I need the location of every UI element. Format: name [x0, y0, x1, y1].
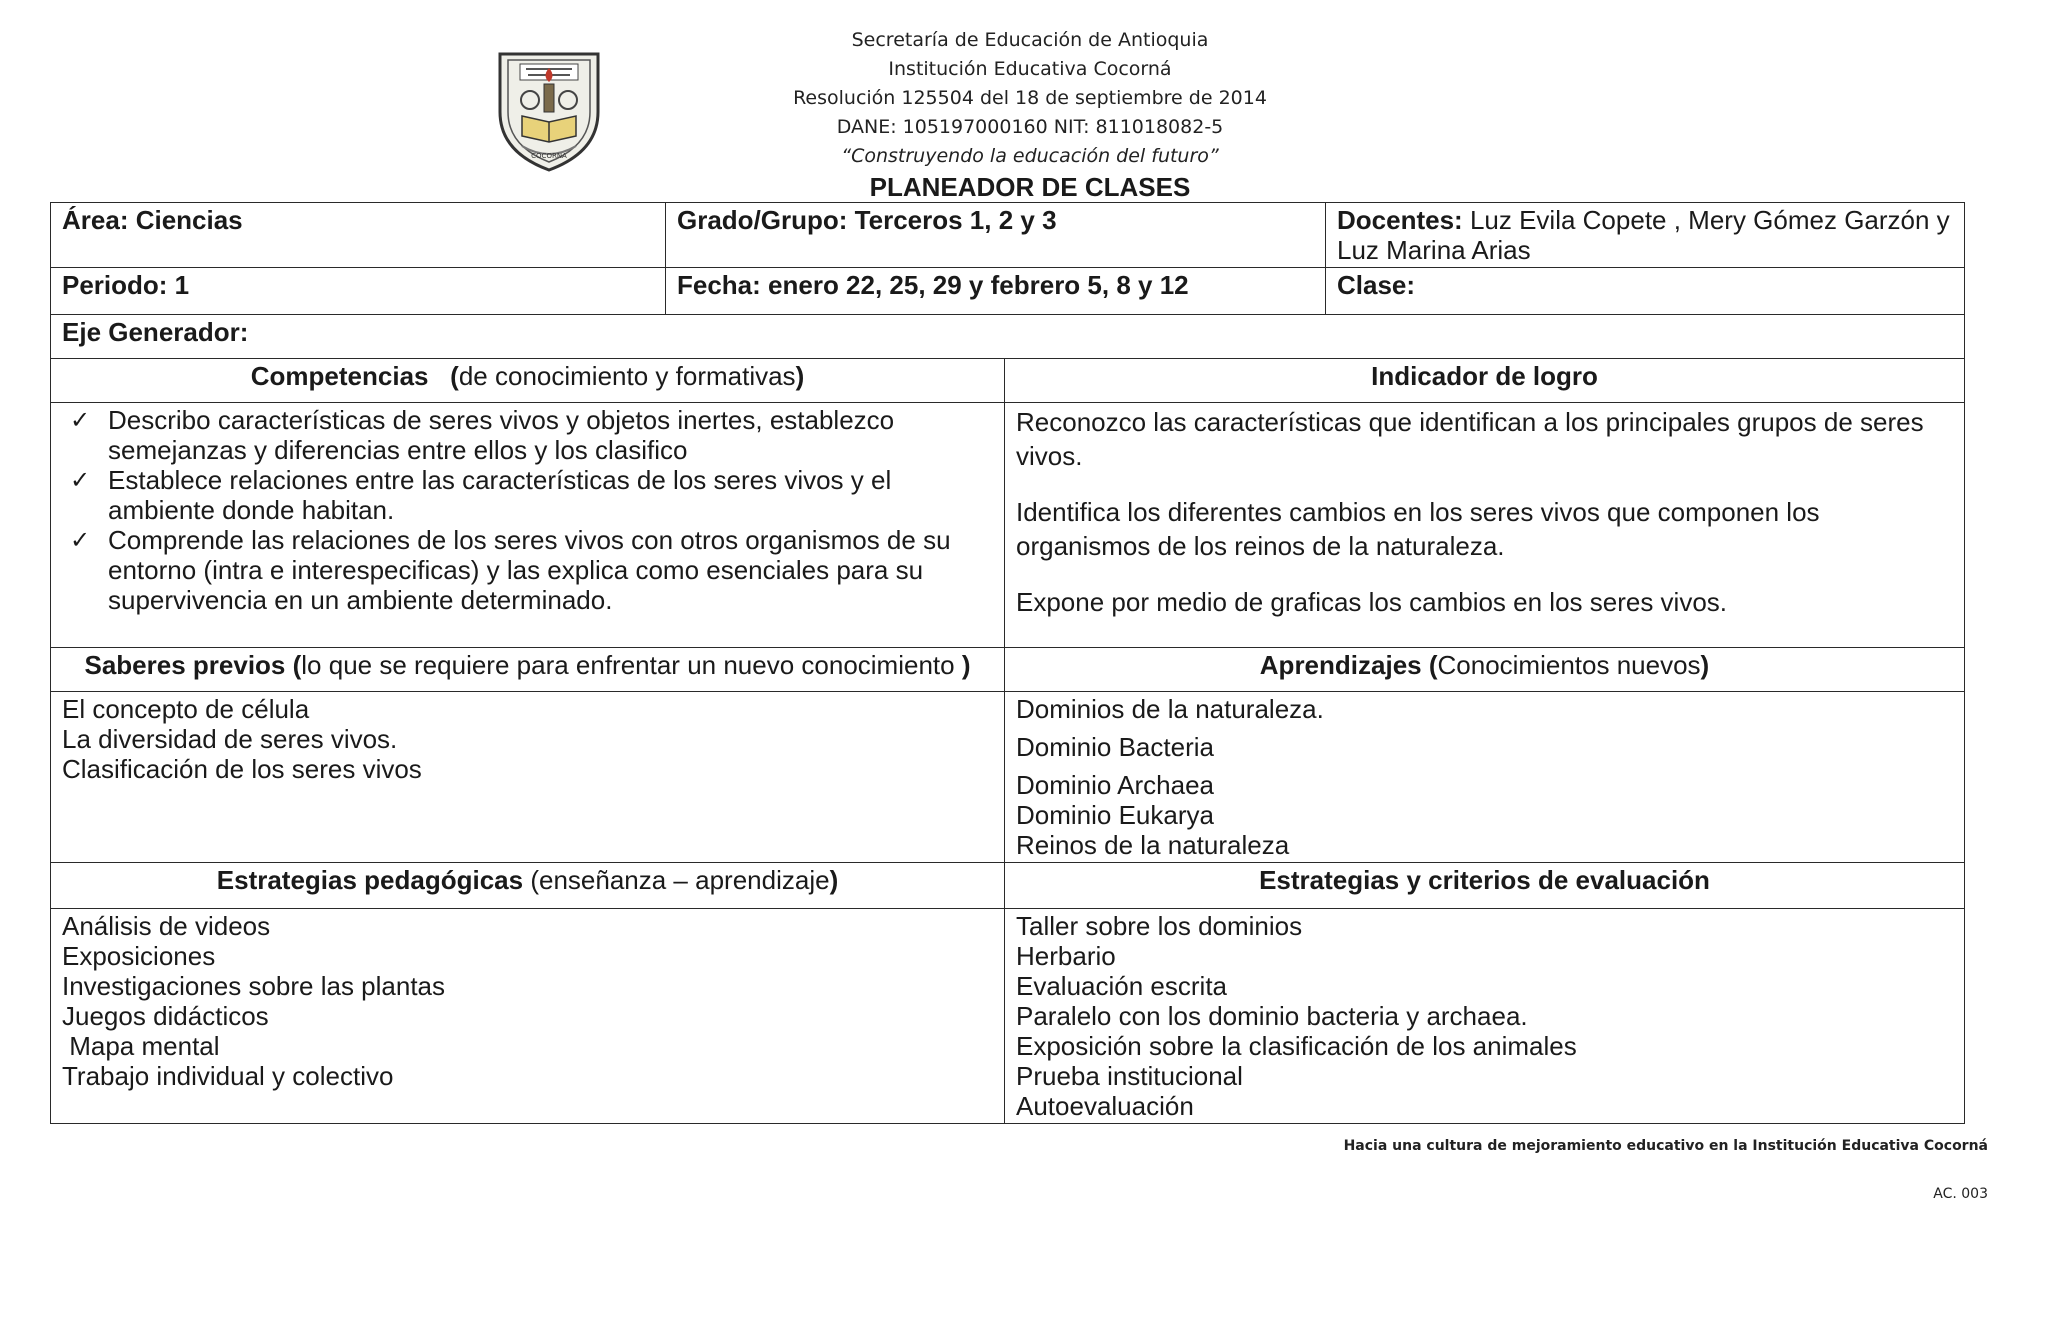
indicador-cell	[1005, 403, 1965, 648]
competencias-header-open: (	[450, 361, 459, 391]
competencias-header	[51, 359, 1005, 403]
evaluacion-header: Estrategias y criterios de evaluación	[1005, 863, 1965, 909]
estrategias-header-close: )	[829, 865, 839, 895]
indicador-item: Reconozco las características que identifican a los principales grupos de seres vivos.	[1016, 407, 1924, 471]
institution-seal-logo	[494, 50, 604, 174]
saberes-header-note: lo que se requiere para enfrentar un nuevo conocimiento	[301, 650, 955, 680]
competencia-item: ✓ Comprende las relaciones de los seres vivos con otros organismos de su entorno (intra e interespecificas) y las explica como esenciales para su supervivencia en un ambiente determinado.	[108, 525, 993, 615]
competencias-header-note: de conocimiento y formativas	[458, 361, 796, 391]
header-line-institucion: Institución Educativa Cocorná	[888, 58, 1172, 80]
class-planner-table	[50, 202, 1965, 1124]
header-motto: “Construyendo la educación del futuro”	[841, 145, 1219, 167]
estrategia-item: Exposiciones	[62, 941, 216, 971]
evaluacion-item: Paralelo con los dominio bacteria y archaea.	[1016, 1001, 1528, 1031]
estrategia-item: Trabajo individual y colectivo	[62, 1061, 394, 1091]
saberes-header-title: Saberes previos (	[84, 650, 302, 680]
competencia-item: ✓ Establece relaciones entre las características de los seres vivos y el ambiente donde habitan.	[108, 465, 993, 525]
header-line-secretaria: Secretaría de Educación de Antioquia	[851, 29, 1209, 51]
indicador-header: Indicador de logro	[1005, 359, 1965, 403]
area-cell: Área: Ciencias	[51, 203, 666, 268]
header-line-resolucion: Resolución 125504 del 18 de septiembre de 2014	[793, 87, 1267, 109]
indicador-item: Expone por medio de graficas los cambios en los seres vivos.	[1016, 587, 1728, 617]
saberes-cell	[51, 692, 1005, 863]
aprendizaje-item: Dominio Eukarya	[1016, 800, 1214, 830]
institution-header	[680, 26, 1380, 171]
evaluacion-item: Prueba institucional	[1016, 1061, 1243, 1091]
docentes-value: Luz Evila Copete , Mery Gómez Garzón y Luz Marina Arias	[1337, 205, 1950, 265]
saberes-header-close: )	[954, 650, 971, 680]
saberes-header	[51, 648, 1005, 692]
estrategia-item: Mapa mental	[62, 1031, 220, 1061]
fecha-cell: Fecha: enero 22, 25, 29 y febrero 5, 8 y 12	[666, 268, 1326, 315]
seal-text-bottom: COCORNA	[531, 152, 567, 160]
estrategias-header	[51, 863, 1005, 909]
indicador-item: Identifica los diferentes cambios en los seres vivos que componen los organismos de los reinos de la naturaleza.	[1016, 497, 1820, 561]
aprendizaje-item: Dominio Bacteria	[1016, 732, 1214, 762]
aprendizajes-header	[1005, 648, 1965, 692]
document-title: PLANEADOR DE CLASES	[869, 172, 1191, 202]
aprendizaje-item: Reinos de la naturaleza	[1016, 830, 1290, 860]
saber-item: El concepto de célula	[62, 694, 310, 724]
evaluacion-item: Evaluación escrita	[1016, 971, 1227, 1001]
estrategia-item: Análisis de videos	[62, 911, 271, 941]
periodo-cell: Periodo: 1	[51, 268, 666, 315]
aprendizajes-header-close: )	[1700, 650, 1710, 680]
header-line-dane: DANE: 105197000160 NIT: 811018082-5	[836, 116, 1224, 138]
aprendizajes-header-note: Conocimientos nuevos	[1437, 650, 1701, 680]
docentes-label: Docentes:	[1337, 205, 1463, 235]
docentes-cell	[1326, 203, 1965, 268]
grado-cell: Grado/Grupo: Terceros 1, 2 y 3	[666, 203, 1326, 268]
competencias-cell	[51, 403, 1005, 648]
competencias-list	[62, 405, 993, 615]
competencias-header-title: Competencias	[250, 361, 429, 391]
aprendizajes-header-title: Aprendizajes (	[1259, 650, 1438, 680]
footer-text: Hacia una cultura de mejoramiento educativo en la Institución Educativa Cocorná	[1343, 1138, 1988, 1154]
competencias-header-close: )	[795, 361, 805, 391]
document-code: AC. 003	[1933, 1186, 1988, 1202]
saber-item: La diversidad de seres vivos.	[62, 724, 398, 754]
eje-generador-cell: Eje Generador:	[51, 315, 1965, 359]
estrategias-cell	[51, 909, 1005, 1124]
estrategia-item: Investigaciones sobre las plantas	[62, 971, 446, 1001]
aprendizaje-item: Dominios de la naturaleza.	[1016, 694, 1324, 724]
evaluacion-item: Herbario	[1016, 941, 1116, 971]
estrategias-header-note: (enseñanza – aprendizaje	[523, 865, 830, 895]
evaluacion-item: Autoevaluación	[1016, 1091, 1194, 1121]
evaluacion-item: Taller sobre los dominios	[1016, 911, 1303, 941]
aprendizajes-cell	[1005, 692, 1965, 863]
evaluacion-cell	[1005, 909, 1965, 1124]
saber-item: Clasificación de los seres vivos	[62, 754, 422, 784]
aprendizaje-item: Dominio Archaea	[1016, 770, 1214, 800]
clase-cell: Clase:	[1326, 268, 1965, 315]
competencia-item: ✓ Describo características de seres vivos y objetos inertes, establezco semejanzas y diferencias entre ellos y los clasifico	[108, 405, 993, 465]
evaluacion-item: Exposición sobre la clasificación de los animales	[1016, 1031, 1577, 1061]
estrategias-header-title: Estrategias pedagógicas	[216, 865, 524, 895]
estrategia-item: Juegos didácticos	[62, 1001, 269, 1031]
